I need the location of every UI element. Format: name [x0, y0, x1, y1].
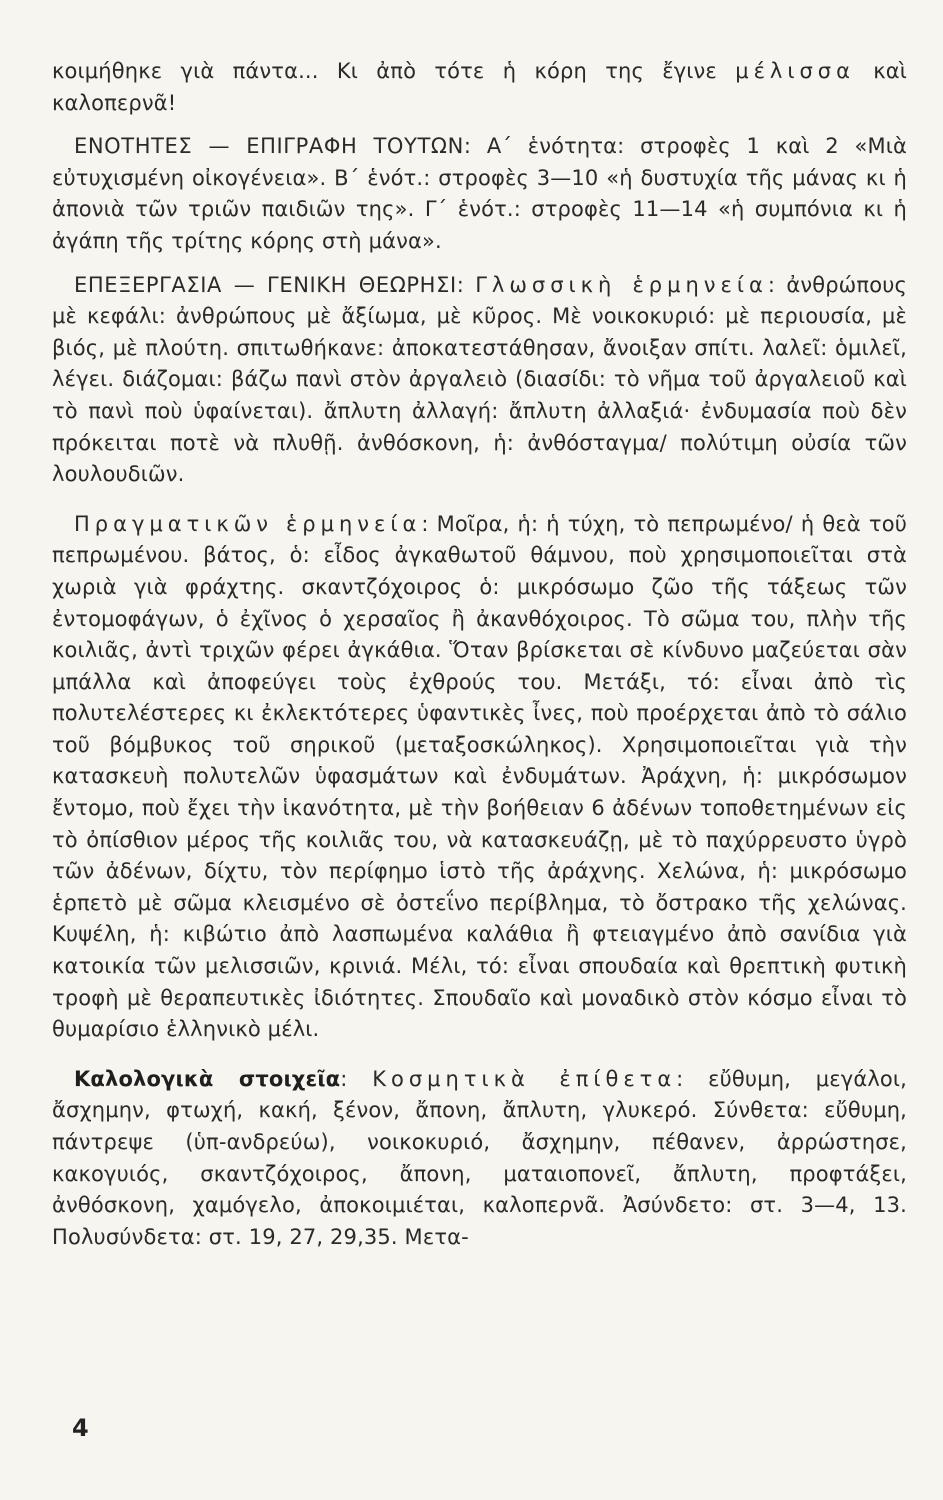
- colon: :: [456, 272, 476, 297]
- paragraph-factual: [52, 509, 907, 1046]
- spaced-term: Γλωσσικὴ ἑρμηνεία: [475, 272, 768, 297]
- paragraph-tail: καὶ καλοπερνᾶ!: [52, 59, 907, 115]
- paragraph-text: : Μοῖρα, ἡ: ἡ τύχη, τὸ πεπρωμένο/ ἡ θεὰ τοῦ πεπρωμένου. βάτος, ὁ: εἶδος ἀγκαθωτοῦ θάμνου, ποὺ χρησιμοποιεῖται στὰ χωριὰ γιὰ φράχτης. σκαντζόχοιρος ὁ: μικρόσωμο ζῶο τῆς τάξεως τῶν ἐντομοφάγων, ὁ ἐχῖνος ὁ χερσαῖος ἢ ἀκανθόχοιρος. Τὸ σῶμα του, πλὴν τῆς κοιλιᾶς, ἀντὶ τριχῶν φέρει ἀγκάθια. Ὅταν βρίσκεται σὲ κίνδυνο μαζεύεται σὰν μπάλλα καὶ ἀποφεύγει τοὺς ἐχθρούς του. Μετάξι, τό: εἶναι ἀπὸ τὶς πολυτελέστερες κι ἐκλεκτότερες ὑφαντικὲς ἶνες, ποὺ προέρχεται ἀπὸ τὸ σάλιο τοῦ βόμβυκος τοῦ σηρικοῦ (μεταξοσκώληκος). Χρησιμοποιεῖται γιὰ τὴν κατασκευὴ πολυτελῶν ὑφασμάτων καὶ ἐνδυμάτων. Ἀράχνη, ἡ: μικρόσωμον ἔντομο, ποὺ ἔχει τὴν ἱκανότητα, μὲ τὴν βοήθειαν 6 ἀδένων τοποθετημένων εἰς τὸ ὀπίσθιον μέρος τῆς κοιλιᾶς του, νὰ κατασκευάζῃ, μὲ τὸ παχύρρευστο ὑγρὸ τῶν ἀδένων, δίχτυ, τὸν περίφημο ἱστὸ τῆς ἀράχνης. Χελώνα, ἡ: μικρόσωμο ἑρπετὸ μὲ σῶμα κλεισμένο σὲ ὀστεΐνο περίβλημα, τὸ ὄστρακο τῆς χελώνας. Κυψέλη, ἡ: κιβώτιο ἀπὸ λασπωμένα καλάθια ἢ φτειαγμένο ἀπὸ σανίδια γιὰ κατοικία τῶν μελισσιῶν, κρινιά. Μέλι, τό: εἶναι σπουδαία καὶ θρεπτικὴ φυτικὴ τροφὴ μὲ θεραπευτικὲς ἰδιότητες. Σπουδαῖο καὶ μοναδικὸ στὸν κόσμο εἶναι τὸ θυμαρίσιο ἑλληνικὸ μέλι.: [52, 511, 908, 1042]
- paragraph-sections: [52, 131, 907, 257]
- page-body: [52, 56, 907, 1253]
- paragraph-text: : ἀνθρώπους μὲ κεφάλι: ἀνθρώπους μὲ ἄξίωμα, μὲ κῦρος. Μὲ νοικοκυριό: μὲ περιουσία, μὲ βιός, μὲ πλούτη. σπιτωθήκανε: ἀποκατεστάθησαν, ἄνοιξαν σπίτι. λαλεῖ: ὁμιλεῖ, λέγει. διάζομαι: βάζω πανὶ στὸν ἀργαλειὸ (διασίδι: τὸ νῆμα τοῦ ἀργαλειοῦ καὶ τὸ πανὶ ποὺ ὑφαίνεται). ἄπλυτη ἀλλαγή: ἄπλυτη ἀλλαξιά· ἐνδυμασία ποὺ δὲν πρόκειται ποτὲ νὰ πλυθῇ. ἀνθόσκονη, ἡ: ἀνθόσταγμα/ πολύτιμη οὐσία τῶν λουλουδιῶν.: [52, 272, 907, 487]
- paragraph-text: : Α΄ ἑνότητα: στροφὲς 1 καὶ 2 «Μιὰ εὐτυχισμένη οἰκογένεια». Β΄ ἑνότ.: στροφὲς 3—10 «ἡ δυστυχία τῆς μάνας κι ἡ ἀπονιὰ τῶν τριῶν παιδιῶν της». Γ΄ ἑνότ.: στροφὲς 11—14 «ἡ συμπόνια κι ἡ ἀγάπη τῆς τρίτης κόρης στὴ μάνα».: [52, 134, 908, 253]
- page-number: 4: [72, 1414, 89, 1442]
- paragraph-text: : εὔθυμη, μεγάλοι, ἄσχημην, φτωχή, κακή, ξένον, ἄπονη, ἄπλυτη, γλυκερό. Σύνθετα: εὔθυμη, πάντρεψε (ὑπ-ανδρεύω), νοικοκυριό, ἄσχημην, πέθανεν, ἀρρώστησε, κακογυιός, σκαντζόχοιρος, ἄπονη, ματαιοπονεῖ, ἄπλυτη, προφτάξει, ἀνθόσκονη, χαμόγελο, ἀποκοιμιέται, καλοπερνᾶ. Ἀσύνδετο: στ. 3—4, 13. Πολυσύνδετα: στ. 19, 27, 29,35. Μετα-: [52, 1066, 907, 1249]
- section-heading: ΕΝΟΤΗΤΕΣ — ΕΠΙΓΡΑΦΗ ΤΟΥΤΩΝ: [74, 134, 464, 159]
- section-heading: ΕΠΕΞΕΡΓΑΣΙΑ — ΓΕΝΙΚΗ ΘΕΩΡΗΣΙ: [74, 272, 457, 297]
- paragraph-elaboration: [52, 270, 907, 491]
- spaced-word: μέλισσα: [735, 59, 855, 83]
- bold-label: Καλολογικὰ στοιχεῖα: [74, 1066, 341, 1091]
- paragraph-text: κοιμήθηκε γιὰ πάντα... Κι ἀπὸ τότε ἡ κόρη της ἔγινε: [52, 59, 736, 83]
- spaced-term: Πραγματικῶν ἑρμηνεία: [74, 511, 422, 536]
- spaced-term: Κοσμητικὰ ἐπίθετα: [372, 1066, 677, 1091]
- colon: :: [340, 1066, 373, 1091]
- paragraph-rhetorical: [52, 1064, 907, 1254]
- paragraph-continuation: [52, 56, 907, 119]
